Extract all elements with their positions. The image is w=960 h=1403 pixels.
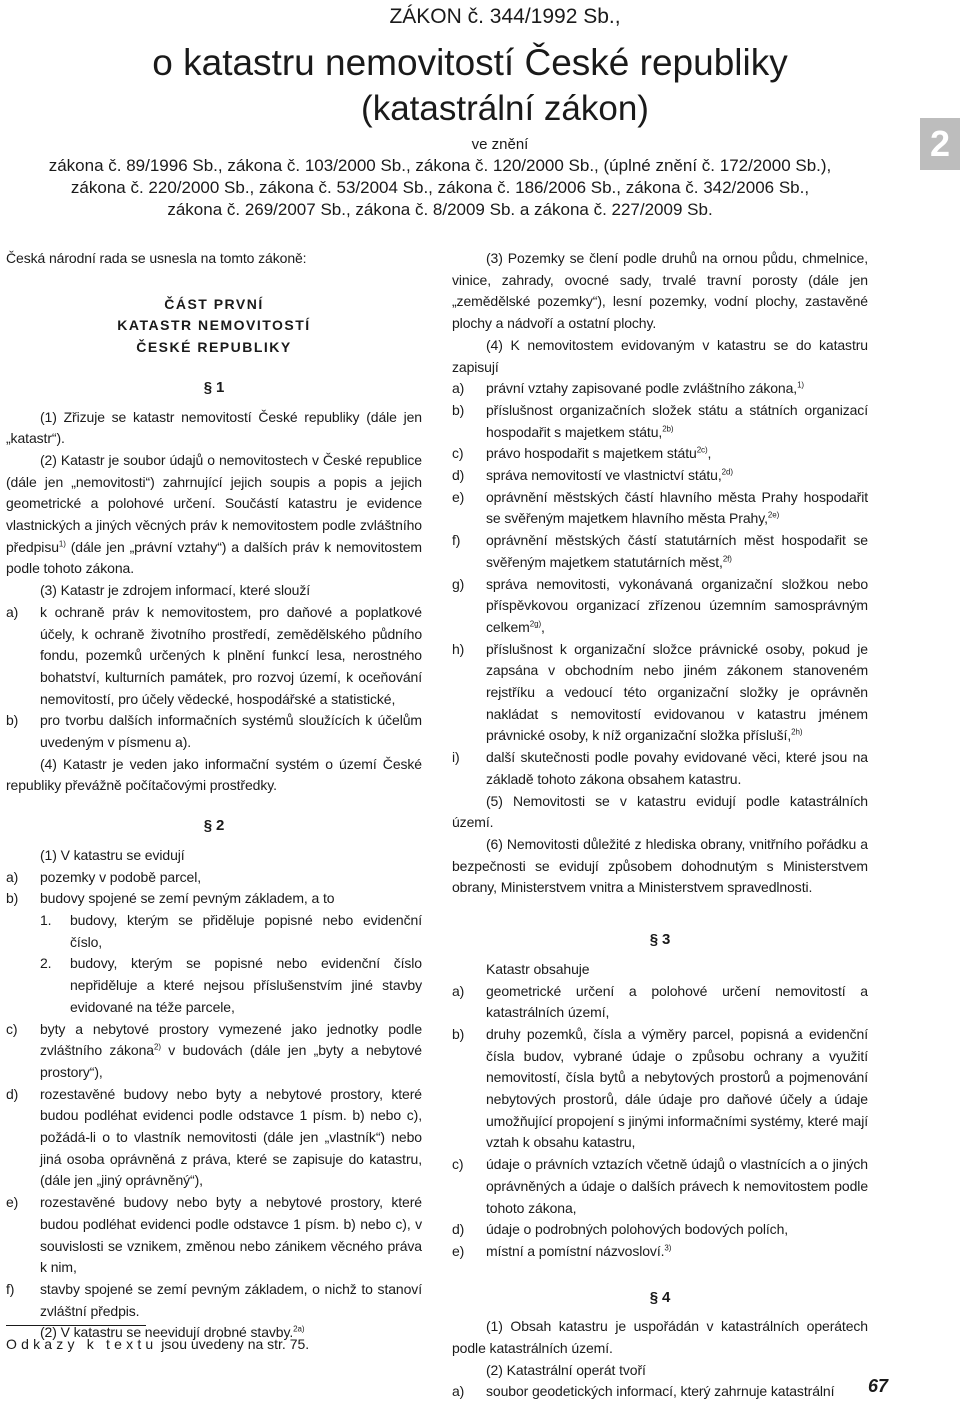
s2-item-d: d) rozestavěné budovy nebo byty a nebytové prostory, které budou podléhat evidenci podle odstavce 1 písm. b) nebo c), požádá-li o to vlastník nemovitosti (dále jen „vlastník“) nebo jiná osoba oprávněná z práva, které se zapisuje do katastru, (dále jen „jiný oprávněný“), [6,1085,422,1189]
s2p4-item-h: h) příslušnost k organizační složce právnické osoby, pokud je zapsána v obchodním nebo jiném zákonem stanoveném rejstříku a vedoucí této organizační složky je oprávněn nakládat s nemovitostí evidovanou v katastru jménem právnické osoby, k níž organizační složka přísluší,$^{2h)}$ [452,640,868,744]
s2p4-item-a: a) právní vztahy zapisované podle zvláštního zákona,$^{1)}$ [452,380,804,397]
s2-paragraph-2: (2) V katastru se neevidují drobné stavby.$^{2a)}$ [40,1324,305,1341]
chapter-chip: 2 [920,118,960,170]
s2p4-item-b: b) příslušnost organizačních složek státu a státních organizací hospodařit s majetkem státu,$^{2b)}$ [452,401,868,440]
s2-paragraph-1: (1) V katastru se evidují [40,846,185,863]
s2p4-item-g: g) správa nemovitosti, vykonávaná organizační složkou nebo příspěvkovou organizací zřízenou územním samosprávným celkem$^{2g)}$, [452,575,868,635]
s2-item-f: f) stavby spojené se zemí pevným základem, o nichž to stanoví zvláštní předpis. [6,1280,422,1319]
s2-paragraph-3: (3) Pozemky se člení podle druhů na ornou půdu, chmelnice, vinice, zahrady, ovocné sady, trvalé travní porosty (dále jen „zemědělské pozemky“), lesní pozemky, vodní plochy, zastavěné plochy a nádvoří a ostatní plochy. [452,250,868,332]
s2-paragraph-5: (5) Nemovitosti se v katastru evidují podle katastrálních území. [452,792,868,831]
s3-item-a: a) geometrické určení a polohové určení nemovitostí a katastrálních území, [452,982,868,1021]
ve-zneni-label: ve znění [471,136,529,153]
s2-paragraph-6: (6) Nemovitosti důležité z hlediska obrany, vnitřního pořádku a bezpečnosti se evidují způsobem dohodnutým s Ministerstvem obrany, Ministerstvem vnitra a Ministerstvem spravedlnosti. [452,835,868,896]
s4-paragraph-1: (1) Obsah katastru je uspořádán v katastrálních operátech podle katastrálních území. [452,1318,868,1357]
intro-text: Česká národní rada se usnesla na tomto zákoně: [6,250,307,266]
section-1-heading: § 1 [203,378,225,396]
s2-item-b: b) budovy spojené se zemí pevným základem, a to [6,890,335,907]
law-title-short: (katastrální zákon) [361,89,649,128]
s1-paragraph-1: (1) Zřizuje se katastr nemovitostí České republiky (dále jen „katastr“). [6,408,422,447]
part-heading-3: ČESKÉ REPUBLIKY [136,339,292,356]
s3-item-c: c) údaje o právních vztazích včetně údajů o vlastnících a o jiných oprávněných a údaje o dalších právech k nemovitostem podle tohoto zákona, [452,1156,868,1216]
s3-intro: Katastr obsahuje [486,960,590,977]
s4-item-a: a) soubor geodetických informací, který zahrnuje katastrální [452,1383,835,1400]
section-4-heading: § 4 [649,1288,671,1306]
s2p4-item-e: e) oprávnění městských částí hlavního města Prahy hospodařit se svěřeným majetkem hlavního města Prahy,$^{2e)}$ [452,488,868,527]
s2-item-e: e) rozestavěné budovy nebo byty a nebytové prostory, které budou podléhat evidenci podle odstavce 1 písm. b) nebo c), v souvislosti se vznikem, změnou nebo zánikem věcného práva k nim, [6,1194,422,1276]
amendments-line-1: zákona č. 89/1996 Sb., zákona č. 103/2000 Sb., zákona č. 120/2000 Sb., (úplné znění č. 172/2000 Sb.), [48,156,832,175]
s2-item-a: a) pozemky v podobě parcel, [6,868,202,885]
right-column [452,248,868,1403]
footnote: Odkazy k textu jsou uvedeny na str. 75. [6,1336,310,1352]
footnote-divider [6,1325,146,1326]
s3-item-e: e) místní a pomístní názvosloví.$^{3)}$ [452,1242,672,1259]
amendments-line-2: zákona č. 220/2000 Sb., zákona č. 53/2004 Sb., zákona č. 186/2006 Sb., zákona č. 342/2006 Sb., [70,178,810,197]
s1-paragraph-2: (2) Katastr je soubor údajů o nemovitostech v České republice (dále jen „nemovitosti“) zahrnující jejich soupis a popis a jejich geometrické a polohové určení. Součástí katastru je evidence vlastnických a jiných věcných práv k nemovitostem podle zvláštního předpisu$^{1)}$ (dále jen „právní vztahy“) a dalších práv k nemovitostem podle tohoto zákona. [6,451,422,577]
s2p4-item-c: c) právo hospodařit s majetkem státu$^{2c)}$, [452,445,712,462]
left-column [6,248,422,1344]
s1-paragraph-4: (4) Katastr je veden jako informační systém o území České republiky převážně počítačovými prostředky. [6,755,422,794]
part-heading-2: KATASTR NEMOVITOSTÍ [117,317,311,334]
s1-item-a: a) k ochraně práv k nemovitostem, pro daňové a poplatkové účely, k ochraně životního prostředí, zemědělského půdního fondu, pozemků určených k plnění funkcí lesa, nerostného bohatství, kulturních památek, pro rozvoj území, k oceňování nemovitostí, pro účely vědecké, hospodářské a statistické, [6,603,422,707]
part-heading-1: ČÁST PRVNÍ [164,295,264,312]
s1-paragraph-3: (3) Katastr je zdrojem informací, které slouží [40,582,311,599]
law-title-main: o katastru nemovitostí České republiky [152,42,788,83]
section-2-heading: § 2 [203,817,225,835]
s1-item-b: b) pro tvorbu dalších informačních systémů sloužících k účelům uvedeným v písmenu a). [6,712,422,751]
s2-item-c: c) byty a nebytové prostory vymezené jako jednotky podle zvláštního zákona$^{2)}$ v budovách (dále jen „byty a nebytové prostory“), [6,1020,422,1080]
s2-subitem-2: 2. budovy, kterým se popisné nebo evidenční číslo nepřiděluje a které nejsou příslušenstvím jiné stavby evidované na téže parcele, [40,955,422,1015]
s2p4-item-f: f) oprávnění městských částí statutárních měst hospodařit se svěřeným majetkem statutárních měst,$^{2f)}$ [452,532,868,570]
s2p4-item-i: i) další skutečnosti podle povahy evidované věci, které jsou na základě tohoto zákona obsahem katastru. [452,749,868,787]
s4-paragraph-2: (2) Katastrální operát tvoří [486,1361,646,1378]
section-3-heading: § 3 [649,931,671,949]
s2p4-item-d: d) správa nemovitostí ve vlastnictví státu,$^{2d)}$ [452,467,733,484]
s3-item-b: b) druhy pozemků, čísla a výměry parcel, popisná a evidenční čísla budov, vybrané údaje o způsobu ochrany a využití nemovitostí, čísla bytů a nebytových prostorů a pojmenování nebytových prostorů, dále údaje pro daňové účely a údaje umožňující propojení s jinými informačními systémy, které mají vztah k obsahu katastru, [452,1025,868,1151]
law-title-number: ZÁKON č. 344/1992 Sb., [389,5,621,28]
page-number: 67 [868,1376,889,1396]
amendments-line-3: zákona č. 269/2007 Sb., zákona č. 8/2009 Sb. a zákona č. 227/2009 Sb. [167,200,713,219]
s3-item-d: d) údaje o podrobných polohových bodových polích, [452,1221,789,1238]
s2-subitem-1: 1. budovy, kterým se přiděluje popisné nebo evidenční číslo, [40,911,422,950]
s2-paragraph-4: (4) K nemovitostem evidovaným v katastru se do katastru zapisují [452,336,868,375]
